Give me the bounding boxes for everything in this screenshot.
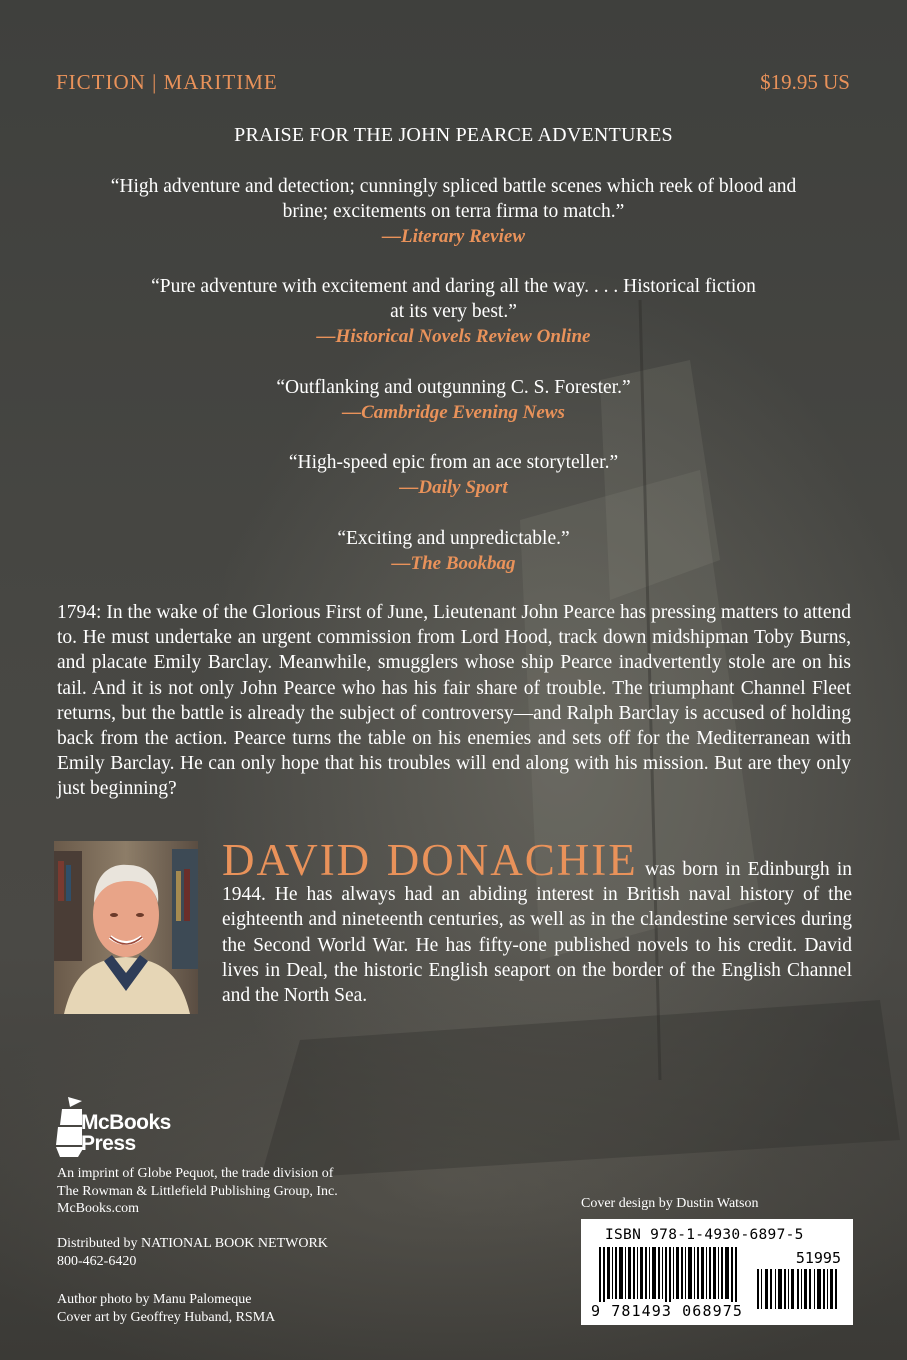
praise-quote: “Pure adventure with excitement and daring all the way. . . . Historical fiction at its very best.” —Historical Novels Review Online bbox=[90, 274, 817, 349]
price-code: 51995 bbox=[795, 1249, 841, 1267]
credits-info: Author photo by Manu Palomeque Cover art by Geoffrey Huband, RSMA bbox=[57, 1292, 276, 1325]
imprint-info: An imprint of Globe Pequot, the trade division of The Rowman & Littlefield Publishing Group, Inc. McBooks.com bbox=[57, 1166, 338, 1216]
barcode-bars bbox=[599, 1247, 749, 1305]
quote-source: —Literary Review bbox=[382, 226, 525, 247]
praise-heading: PRAISE FOR THE JOHN PEARCE ADVENTURES bbox=[234, 124, 673, 146]
quote-source: —Daily Sport bbox=[399, 477, 508, 498]
publisher-logo-text: McBooks Press bbox=[81, 1111, 171, 1155]
isbn-text: ISBN 978-1-4930-6897-5 bbox=[605, 1227, 804, 1243]
quote-source: —The Bookbag bbox=[391, 553, 516, 574]
quote-source: —Cambridge Evening News bbox=[342, 402, 565, 423]
distribution-info: Distributed by NATIONAL BOOK NETWORK 800-462-6420 bbox=[57, 1236, 328, 1269]
genre-label: FICTION | MARITIME bbox=[56, 70, 278, 94]
cover-design-credit: Cover design by Dustin Watson bbox=[581, 1196, 759, 1211]
praise-quote: “Exciting and unpredictable.” —The Bookbag bbox=[90, 526, 817, 576]
author-photo bbox=[54, 841, 198, 1014]
price-label: $19.95 US bbox=[760, 70, 850, 94]
quote-source: —Historical Novels Review Online bbox=[316, 326, 591, 347]
author-bio: DAVID DONACHIE was born in Edinburgh in 1944. He has always had an abiding interest in British naval history of the eighteenth and nineteenth centuries, as well as in the clandestine services during the Second World War. He has fifty-one published novels to his credit. David lives in Deal, the historic English seaport on the border of the English Channel and the North Sea. bbox=[222, 835, 853, 1007]
praise-quote: “Outflanking and outgunning C. S. Forester.” —Cambridge Evening News bbox=[90, 375, 817, 425]
barcode-digits: 9 781493 068975 bbox=[591, 1302, 743, 1320]
book-description: 1794: In the wake of the Glorious First of June, Lieutenant John Pearce has pressing matters to attend to. He must undertake an urgent commission from Lord Hood, track down midshipman Toby Burns, and placate Emily Barclay. Meanwhile, smugglers whose ship Pearce inadvertently stole are on his tail. And it is not only John Pearce who has his fair share of trouble. The triumphant Channel Fleet returns, but the battle is already the subject of controversy—and Ralph Barclay is accused of holding back from the action. Pearce turns the table on his enemies and sets off for the Mediterranean with Emily Barclay. He can only hope that his troubles will end along with his mission. But are they only just beginning? bbox=[57, 602, 851, 800]
isbn-barcode bbox=[581, 1219, 853, 1325]
praise-quote: “High adventure and detection; cunningly spliced battle scenes which reek of blood and brine; excitements on terra firma to match.” —Literary Review bbox=[90, 174, 817, 249]
author-name: DAVID DONACHIE bbox=[222, 835, 638, 885]
price-barcode-bars bbox=[757, 1269, 839, 1309]
praise-quote: “High-speed epic from an ace storyteller.” —Daily Sport bbox=[90, 450, 817, 500]
